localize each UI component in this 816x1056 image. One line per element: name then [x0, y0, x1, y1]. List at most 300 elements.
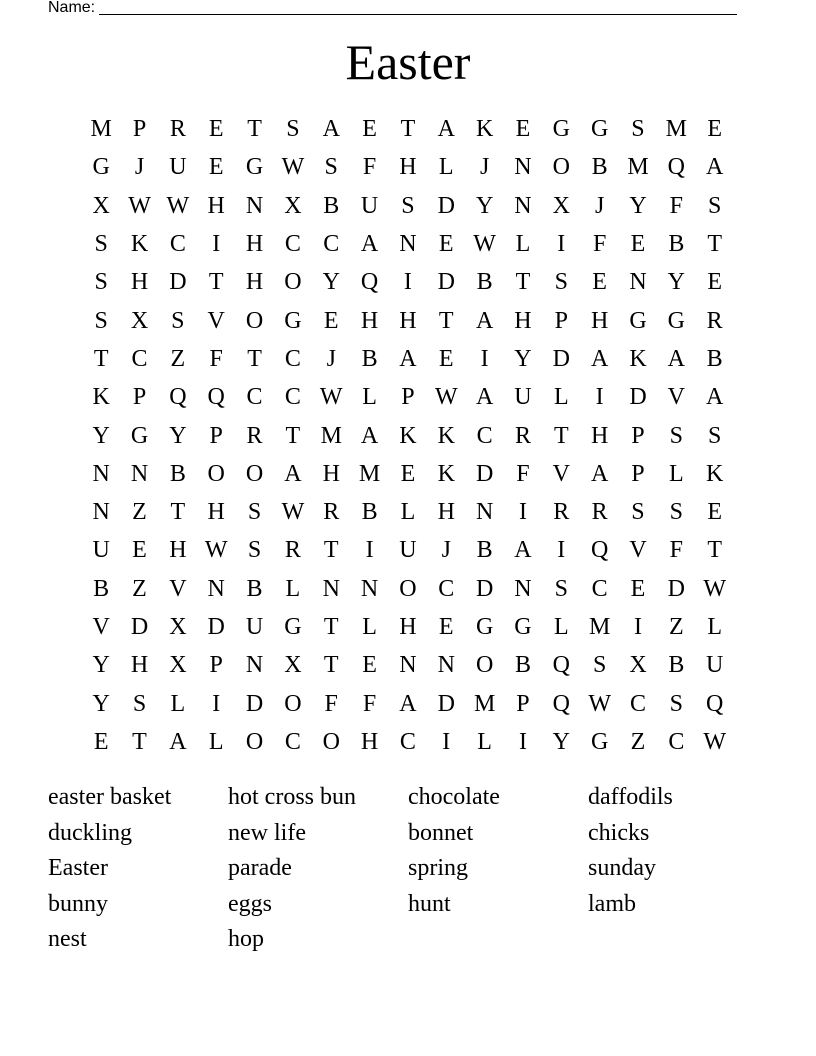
grid-letter: U — [514, 384, 532, 411]
word-list-item: hot cross bun — [228, 784, 356, 810]
grid-letter: O — [284, 269, 302, 296]
grid-letter: H — [207, 499, 225, 526]
grid-letter: T — [247, 116, 262, 143]
grid-letter: C — [629, 690, 646, 717]
grid-letter: X — [284, 652, 302, 679]
grid-letter: D — [667, 575, 685, 602]
word-list — [48, 780, 768, 958]
grid-row — [82, 531, 734, 569]
grid-letter: O — [245, 460, 264, 487]
grid-letter: T — [400, 116, 416, 143]
grid-letter: A — [667, 345, 685, 372]
grid-letter: T — [208, 269, 224, 296]
grid-letter: A — [360, 422, 379, 449]
grid-letter: G — [284, 307, 302, 334]
grid-letter: E — [362, 116, 377, 143]
grid-letter: T — [93, 345, 109, 372]
grid-letter: N — [130, 460, 149, 487]
grid-letter: B — [169, 460, 186, 487]
grid-letter: U — [245, 614, 264, 640]
grid-letter: S — [132, 690, 147, 717]
grid-letter: S — [669, 690, 683, 717]
grid-letter: T — [285, 422, 301, 449]
grid-letter: Q — [207, 384, 225, 411]
grid-letter: M — [665, 116, 687, 143]
grid-letter: E — [438, 231, 454, 258]
grid-letter: M — [358, 460, 381, 487]
grid-letter: K — [629, 345, 647, 372]
grid-letter: I — [557, 231, 566, 258]
grid-letter: S — [324, 154, 338, 181]
grid-letter: N — [360, 575, 379, 602]
grid-letter: S — [707, 422, 722, 449]
grid-letter: Z — [132, 575, 147, 602]
grid-letter: C — [438, 575, 455, 602]
grid-letter: H — [130, 652, 149, 679]
grid-letter: T — [323, 537, 339, 564]
grid-letter: C — [323, 231, 340, 258]
grid-letter: E — [630, 231, 646, 258]
grid-letter: N — [475, 499, 494, 526]
word-list-item: chocolate — [408, 784, 500, 810]
grid-letter: B — [361, 345, 378, 372]
grid-letter: B — [476, 269, 493, 296]
grid-letter: O — [475, 652, 494, 679]
grid-letter: N — [399, 652, 417, 679]
grid-row — [82, 110, 734, 148]
grid-letter: B — [514, 652, 531, 679]
grid-letter: X — [169, 652, 187, 679]
grid-letter: X — [130, 307, 149, 334]
grid-letter: N — [92, 460, 110, 487]
grid-row — [82, 416, 734, 454]
grid-letter: I — [365, 537, 374, 564]
grid-letter: K — [399, 422, 417, 449]
grid-letter: I — [480, 345, 489, 372]
grid-letter: W — [588, 690, 611, 717]
grid-letter: A — [590, 345, 609, 372]
grid-letter: O — [399, 575, 417, 602]
grid-letter: F — [516, 460, 530, 487]
grid-letter: J — [134, 154, 145, 181]
grid-row — [82, 301, 734, 339]
grid-letter: T — [707, 231, 722, 258]
letter-grid — [82, 110, 734, 761]
grid-letter: A — [360, 231, 379, 258]
grid-letter: D — [437, 192, 455, 219]
grid-row — [82, 493, 734, 531]
grid-letter: O — [245, 307, 264, 334]
word-list-item: Easter — [48, 855, 108, 881]
grid-letter: A — [322, 116, 340, 143]
grid-letter: C — [284, 384, 301, 411]
grid-letter: H — [514, 307, 532, 334]
grid-letter: C — [284, 345, 301, 372]
grid-letter: N — [514, 154, 532, 181]
grid-letter: Y — [667, 269, 685, 296]
grid-letter: M — [320, 422, 342, 449]
grid-letter: D — [629, 384, 647, 411]
grid-letter: Y — [92, 422, 110, 449]
grid-letter: D — [130, 614, 149, 640]
grid-letter: F — [362, 690, 377, 717]
grid-letter: P — [516, 690, 530, 717]
grid-letter: N — [399, 231, 417, 258]
grid-letter: O — [245, 728, 264, 755]
grid-letter: R — [246, 422, 263, 449]
grid-letter: Y — [475, 192, 494, 219]
word-list-item: hop — [228, 926, 264, 952]
grid-letter: I — [212, 690, 221, 717]
grid-letter: W — [434, 384, 458, 411]
grid-letter: H — [399, 307, 417, 334]
grid-letter: S — [171, 307, 185, 334]
grid-letter: V — [552, 460, 570, 487]
grid-letter: H — [245, 269, 264, 296]
grid-letter: E — [707, 499, 722, 526]
word-list-item: nest — [48, 926, 87, 952]
grid-letter: R — [169, 116, 186, 143]
grid-letter: N — [245, 652, 264, 679]
grid-letter: L — [170, 690, 186, 717]
grid-letter: Y — [92, 652, 110, 679]
word-list-item: bonnet — [408, 819, 474, 846]
grid-letter: G — [590, 728, 609, 755]
grid-letter: H — [130, 269, 149, 296]
grid-letter: F — [324, 690, 338, 717]
grid-letter: L — [438, 154, 454, 181]
grid-letter: T — [323, 614, 339, 640]
grid-letter: C — [668, 728, 685, 755]
grid-letter: I — [518, 499, 527, 526]
grid-letter: O — [284, 690, 302, 717]
grid-letter: W — [703, 728, 726, 755]
grid-letter: X — [92, 192, 110, 219]
word-list-item: daffodils — [588, 784, 673, 810]
grid-letter: A — [706, 154, 724, 181]
grid-letter: D — [552, 345, 570, 372]
grid-letter: M — [473, 690, 496, 717]
grid-letter: L — [285, 575, 301, 602]
grid-row — [82, 723, 734, 761]
grid-letter: E — [323, 307, 339, 334]
grid-letter: T — [707, 537, 722, 564]
grid-letter: H — [207, 192, 225, 219]
grid-letter: T — [132, 728, 147, 755]
grid-letter: E — [400, 460, 416, 487]
grid-letter: X — [629, 652, 647, 679]
word-list-item: lamb — [588, 890, 636, 917]
grid-letter: F — [669, 537, 683, 564]
grid-letter: I — [442, 728, 451, 755]
grid-letter: I — [633, 614, 642, 640]
word-list-item: parade — [228, 855, 292, 881]
grid-letter: Z — [132, 499, 147, 526]
grid-letter: I — [403, 269, 412, 296]
grid-letter: I — [518, 728, 527, 755]
grid-letter: I — [557, 537, 566, 564]
word-list-item: hunt — [408, 890, 451, 917]
grid-letter: T — [247, 345, 262, 372]
grid-letter: W — [204, 537, 228, 564]
grid-row — [82, 225, 734, 263]
grid-letter: D — [245, 690, 264, 717]
grid-letter: B — [246, 575, 263, 602]
grid-letter: Q — [590, 537, 609, 564]
grid-letter: V — [92, 614, 110, 640]
grid-letter: N — [92, 499, 110, 526]
grid-letter: Y — [629, 192, 647, 219]
grid-letter: L — [208, 728, 224, 755]
word-list-item: new life — [228, 819, 306, 846]
grid-letter: G — [667, 307, 685, 334]
grid-letter: C — [399, 728, 416, 755]
grid-letter: L — [515, 231, 531, 258]
grid-letter: L — [668, 460, 684, 487]
grid-letter: S — [554, 575, 568, 602]
name-blank-line — [99, 0, 737, 15]
grid-letter: X — [284, 192, 302, 219]
grid-letter: J — [326, 345, 336, 372]
grid-letter: S — [554, 269, 568, 296]
grid-letter: S — [707, 192, 722, 219]
grid-letter: C — [246, 384, 263, 411]
grid-letter: Y — [322, 269, 340, 296]
grid-letter: L — [362, 384, 377, 411]
grid-row — [82, 455, 734, 493]
name-field — [48, 0, 737, 17]
grid-row — [82, 378, 734, 416]
grid-letter: K — [437, 422, 455, 449]
grid-letter: S — [94, 307, 108, 334]
grid-letter: Q — [552, 690, 570, 717]
grid-letter: D — [475, 460, 494, 487]
grid-letter: R — [553, 499, 570, 526]
grid-letter: K — [130, 231, 149, 258]
grid-letter: W — [128, 192, 151, 219]
grid-letter: Y — [552, 728, 570, 755]
grid-letter: Y — [514, 345, 532, 372]
grid-letter: G — [629, 307, 647, 334]
grid-letter: E — [93, 728, 109, 755]
grid-letter: L — [477, 728, 492, 755]
grid-letter: D — [437, 690, 455, 717]
grid-letter: J — [594, 192, 605, 219]
grid-letter: W — [281, 499, 305, 526]
grid-letter: C — [169, 231, 186, 258]
grid-letter: G — [284, 614, 302, 640]
grid-letter: J — [479, 154, 490, 181]
grid-letter: H — [437, 499, 455, 526]
grid-letter: X — [169, 614, 187, 640]
grid-letter: P — [209, 652, 223, 679]
grid-letter: K — [92, 384, 110, 411]
grid-letter: K — [437, 460, 455, 487]
grid-letter: G — [475, 614, 494, 640]
grid-letter: H — [360, 307, 379, 334]
grid-letter: T — [438, 307, 454, 334]
grid-letter: E — [438, 345, 454, 372]
grid-letter: E — [515, 116, 531, 143]
grid-letter: S — [631, 116, 645, 143]
word-list-item: sunday — [588, 855, 656, 881]
grid-letter: Q — [552, 652, 570, 679]
grid-letter: S — [247, 499, 262, 526]
word-list-item: spring — [408, 855, 468, 881]
grid-letter: O — [552, 154, 570, 181]
grid-letter: N — [514, 192, 532, 219]
grid-letter: G — [590, 116, 609, 143]
grid-letter: D — [475, 575, 494, 602]
grid-letter: K — [706, 460, 724, 487]
grid-letter: D — [169, 269, 187, 296]
grid-letter: P — [209, 422, 223, 449]
grid-letter: E — [208, 116, 224, 143]
grid-letter: Q — [667, 154, 685, 181]
grid-letter: M — [90, 116, 112, 143]
grid-letter: S — [631, 499, 645, 526]
grid-letter: W — [281, 154, 305, 181]
grid-letter: A — [475, 384, 494, 411]
grid-letter: T — [170, 499, 186, 526]
grid-letter: F — [209, 345, 223, 372]
grid-letter: N — [207, 575, 225, 602]
grid-letter: S — [592, 652, 607, 679]
word-list-item: chicks — [588, 819, 650, 846]
grid-letter: E — [707, 116, 722, 143]
grid-letter: G — [245, 154, 264, 181]
grid-letter: P — [631, 422, 645, 449]
grid-letter: A — [475, 307, 494, 334]
word-list-item: easter basket — [48, 784, 172, 810]
grid-letter: U — [92, 537, 110, 564]
grid-letter: N — [437, 652, 455, 679]
grid-letter: S — [94, 231, 108, 258]
grid-letter: Y — [169, 422, 187, 449]
grid-letter: B — [668, 652, 685, 679]
grid-letter: F — [669, 192, 683, 219]
grid-letter: J — [441, 537, 451, 564]
grid-letter: E — [630, 575, 646, 602]
grid-row — [82, 148, 734, 186]
grid-letter: H — [169, 537, 187, 564]
grid-letter: W — [319, 384, 343, 411]
grid-letter: Q — [706, 690, 724, 717]
grid-letter: B — [476, 537, 493, 564]
grid-letter: N — [514, 575, 532, 602]
grid-letter: G — [514, 614, 532, 640]
grid-letter: G — [552, 116, 570, 143]
grid-letter: R — [591, 499, 608, 526]
grid-letter: Z — [170, 345, 186, 372]
grid-letter: N — [322, 575, 340, 602]
grid-letter: L — [362, 614, 377, 640]
grid-letter: T — [553, 422, 569, 449]
grid-letter: B — [93, 575, 110, 602]
grid-letter: B — [706, 345, 723, 372]
grid-letter: L — [553, 614, 569, 640]
grid-letter: S — [286, 116, 300, 143]
grid-letter: F — [362, 154, 377, 181]
grid-letter: V — [207, 307, 225, 334]
grid-letter: V — [169, 575, 187, 602]
grid-letter: Z — [630, 728, 646, 755]
grid-letter: A — [399, 345, 417, 372]
grid-letter: B — [323, 192, 340, 219]
grid-letter: U — [399, 537, 417, 564]
grid-letter: O — [322, 728, 340, 755]
grid-letter: Q — [360, 269, 379, 296]
grid-letter: E — [132, 537, 147, 564]
grid-letter: I — [595, 384, 604, 411]
grid-letter: H — [245, 231, 264, 258]
grid-letter: U — [169, 154, 187, 181]
grid-letter: H — [322, 460, 340, 487]
grid-letter: R — [323, 499, 340, 526]
word-list-item: duckling — [48, 819, 132, 846]
grid-letter: P — [132, 384, 147, 411]
grid-letter: A — [437, 116, 455, 143]
grid-letter: W — [166, 192, 190, 219]
grid-letter: H — [399, 614, 417, 640]
grid-letter: U — [706, 652, 724, 679]
grid-letter: T — [515, 269, 531, 296]
grid-letter: R — [514, 422, 531, 449]
grid-letter: R — [706, 307, 723, 334]
grid-letter: S — [401, 192, 415, 219]
grid-letter: W — [703, 575, 726, 602]
grid-letter: A — [514, 537, 532, 564]
grid-letter: F — [592, 231, 607, 258]
grid-letter: C — [284, 231, 301, 258]
grid-letter: U — [360, 192, 379, 219]
grid-row — [82, 187, 734, 225]
grid-letter: D — [207, 614, 225, 640]
grid-letter: L — [707, 614, 722, 640]
grid-letter: W — [473, 231, 496, 258]
grid-letter: E — [208, 154, 224, 181]
grid-row — [82, 570, 734, 608]
grid-letter: C — [284, 728, 301, 755]
grid-letter: I — [212, 231, 221, 258]
grid-letter: X — [552, 192, 570, 219]
word-list-item: bunny — [48, 890, 108, 917]
grid-letter: O — [207, 460, 225, 487]
grid-letter: C — [476, 422, 493, 449]
grid-letter: A — [590, 460, 609, 487]
grid-letter: V — [667, 384, 685, 411]
grid-letter: E — [592, 269, 607, 296]
grid-letter: H — [590, 422, 609, 449]
grid-letter: B — [668, 231, 685, 258]
grid-letter: N — [245, 192, 264, 219]
grid-row — [82, 263, 734, 301]
name-label: Name: — [48, 0, 96, 16]
grid-letter: E — [438, 614, 454, 640]
grid-letter: P — [132, 116, 147, 143]
grid-letter: E — [362, 652, 377, 679]
grid-letter: T — [323, 652, 339, 679]
grid-letter: S — [669, 422, 683, 449]
grid-letter: P — [401, 384, 415, 411]
grid-letter: H — [360, 728, 379, 755]
grid-letter: H — [399, 154, 417, 181]
grid-letter: L — [400, 499, 416, 526]
grid-letter: A — [706, 384, 724, 411]
grid-letter: G — [130, 422, 149, 449]
grid-letter: E — [707, 269, 722, 296]
grid-row — [82, 646, 734, 684]
